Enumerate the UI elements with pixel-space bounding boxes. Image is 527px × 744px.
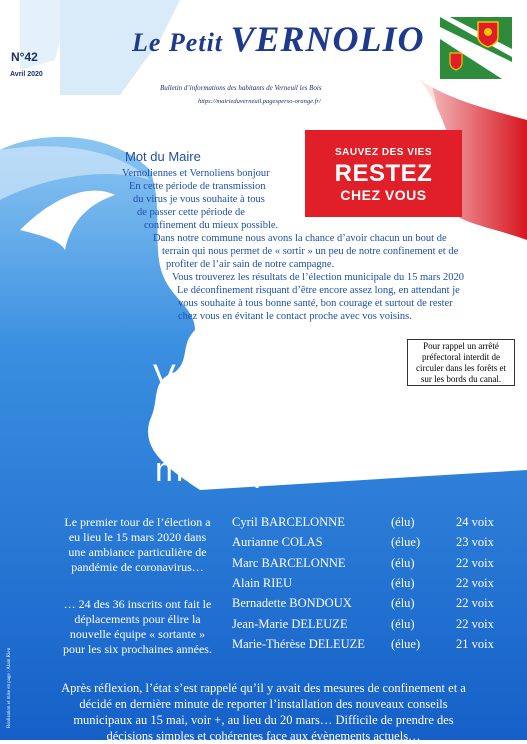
mayor-text-line: terrain qui nous permet de « sortir » un peu de notre confinement et de: [162, 246, 459, 257]
candidate-status: (élu): [391, 596, 415, 611]
notice-line: sur les bords du canal.: [420, 374, 502, 384]
intro-line: … 24 des 36 inscrits ont fait le: [63, 597, 212, 611]
notice-line: préfectoral interdit de: [422, 352, 500, 362]
intro-line: pandémie de coronavirus…: [71, 560, 204, 574]
coat-of-arms-icon: [440, 17, 512, 79]
prefectoral-notice: [407, 339, 515, 386]
footer-line: municipaux au 15 mai, voir +, au lieu du 20 mars… Difficile de prendre des: [73, 713, 454, 727]
candidate-status: (élu): [391, 616, 415, 631]
candidate-votes: 22 voix: [456, 575, 494, 590]
intro-line: eu lieu le 15 mars 2020 dans: [68, 530, 207, 544]
mayor-text-line: En cette période de transmission: [129, 181, 266, 192]
candidate-status: (élu): [391, 515, 415, 529]
candidate-name: Jean-Marie DELEUZE: [232, 616, 348, 631]
intro-line: une ambiance particulière de: [68, 545, 207, 559]
stay-home-banner: [305, 130, 462, 217]
candidate-name: Marc BARCELONNE: [232, 555, 346, 570]
banner-line-3: CHEZ VOUS: [340, 187, 427, 203]
footer-paragraph: [0, 680, 527, 744]
candidate-name: Aurianne COLAS: [232, 535, 323, 550]
svg-text:Réalisation et mise en page :: Réalisation et mise en page : Alain Rieu: [7, 647, 12, 728]
candidate-status: (élue): [391, 535, 421, 550]
newsletter-subtitle: Bulletin d’informations des habitants de Verneuil les Bois: [160, 84, 322, 92]
issue-number: N°42: [11, 50, 38, 64]
mayor-text-line: profiter de l’air sain de notre campagne.: [166, 259, 335, 270]
candidate-status: (élu): [391, 575, 415, 590]
intro-line: nouvelle équipe « sortante »: [69, 627, 206, 641]
candidate-name: Bernadette BONDOUX: [232, 596, 352, 611]
banner-line-1: SAUVEZ DES VIES: [335, 147, 432, 158]
intro-paragraph-1: [40, 515, 235, 575]
candidate-name: Cyril BARCELONNE: [232, 515, 345, 529]
footer-line: décisions simples et cohérentes face aux évènements actuels…: [106, 729, 421, 743]
banner-line-2: RESTEZ: [334, 160, 433, 187]
candidate-votes: 22 voix: [456, 616, 494, 631]
headline-line-2: Résultat de l’élection: [155, 406, 469, 444]
intro-line: pour les six prochaines années.: [63, 642, 212, 656]
headline-line-1: Verneuil…: [153, 358, 310, 396]
title-main: VERNOLIO: [230, 19, 425, 59]
footer-line: Après réflexion, l’état s’est rappelé qu’il y avait des mesures de confinement et a: [61, 681, 466, 695]
mayor-section-title: Mot du Maire: [125, 149, 201, 164]
candidate-votes: 23 voix: [456, 535, 494, 550]
notice-line: circuler dans les forêts et: [416, 363, 506, 373]
intro-line: déplacements pour élire la: [74, 612, 201, 626]
issue-date: Avril 2020: [10, 71, 43, 78]
website-url[interactable]: https://mairieduverneuil.pagesperso-orange.fr/: [198, 98, 321, 105]
mayor-text-line: de passer cette période de: [137, 207, 245, 218]
notice-line: Pour rappel un arrêté: [423, 341, 499, 351]
candidate-name: Alain RIEU: [232, 575, 293, 590]
intro-line: Le premier tour de l’élection a: [64, 515, 211, 529]
candidate-votes: 22 voix: [456, 555, 494, 570]
layout-credit: [3, 600, 13, 730]
candidate-votes: 21 voix: [456, 636, 494, 651]
mayor-text-line: Vernoliennes et Vernoliens bonjour: [122, 168, 270, 179]
mayor-text-line: Dans notre commune nous avons la chance d’avoir chacun un bout de: [153, 233, 447, 244]
footer-line: décidé en dernière minute de reporter l’installation des nouveaux conseils: [79, 697, 448, 711]
newsletter-title: [132, 18, 425, 60]
mayor-text-line: confinement du mieux possible.: [144, 220, 279, 231]
mayor-text-line: Le déconfinement risquant d’être encore assez long, en attendant je: [177, 285, 460, 296]
candidate-votes: 24 voix: [456, 515, 494, 529]
candidate-status: (élue): [391, 636, 421, 651]
mayor-text-line: du virus je vous souhaite à tous: [133, 194, 265, 205]
candidate-votes: 22 voix: [456, 596, 494, 611]
headline-line-3: municipale: [155, 451, 318, 489]
mayor-text-line: Vous trouverez les résultats de l’élection municipale du 15 mars 2020: [172, 272, 464, 283]
candidate-status: (élu): [391, 555, 415, 570]
intro-paragraph-2: [40, 597, 235, 657]
title-prefix: Le Petit: [132, 28, 231, 57]
candidate-name: Marie-Thérèse DELEUZE: [232, 636, 365, 651]
mayor-text-line: vous souhaite à tous bonne santé, bon courage et surtout de rester: [178, 298, 453, 309]
mayor-text-line: chez vous en évitant le contact proche avec vos voisins.: [178, 311, 412, 322]
